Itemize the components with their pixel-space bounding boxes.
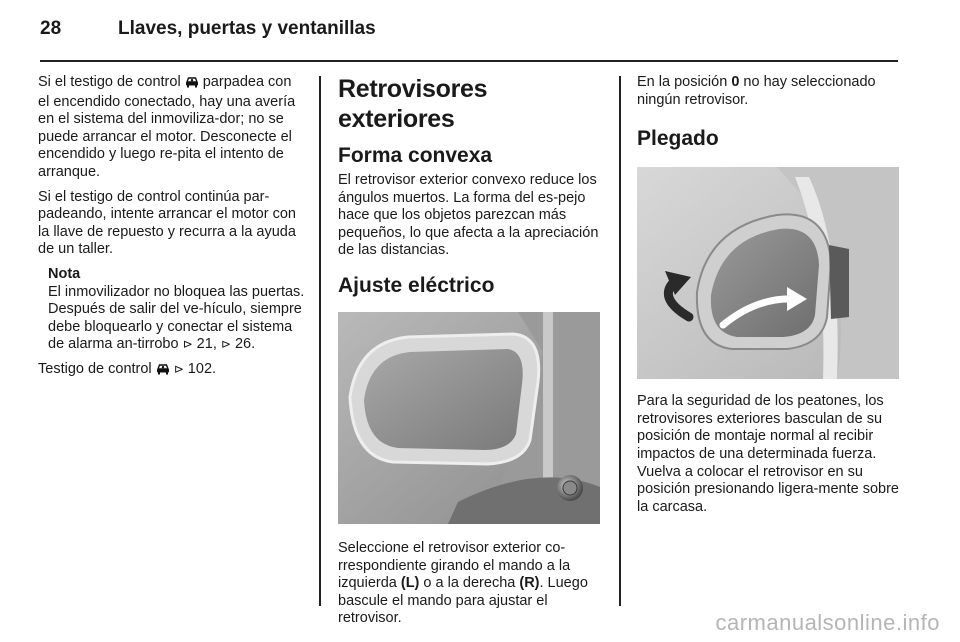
immobilizer-car-key-icon bbox=[185, 75, 199, 94]
running-title: Llaves, puertas y ventanillas bbox=[118, 18, 376, 39]
column-2 bbox=[338, 74, 602, 635]
reference-arrow-icon: ⊳ bbox=[220, 337, 231, 352]
paragraph-position-zero: En la posición 0 no hay seleccionado ningún retrovisor. bbox=[637, 74, 876, 108]
page-reference-link[interactable]: 21, bbox=[192, 336, 221, 353]
column-divider-1 bbox=[319, 76, 321, 606]
note-box: Nota El inmovilizador no bloquea las puertas. Después de salir del ve-hículo, siempre debe bloquearlo y conectar el sistema de alarma an-tirrobo ⊳ 21, ⊳ 26. bbox=[48, 265, 305, 353]
immobilizer-car-key-icon bbox=[156, 362, 170, 381]
note-title: Nota bbox=[48, 265, 81, 282]
paragraph-warning-light: Si el testigo de control parpadea con el encendido conectado, hay una avería en el sistema del inmoviliza-dor; no se puede arrancar el motor. Desconecte el encendido y luego re-pita el intento de arranque. bbox=[38, 74, 296, 180]
page-header bbox=[40, 18, 898, 46]
header-rule bbox=[40, 60, 898, 62]
section-heading-exterior-mirrors: Retrovisores exteriores bbox=[338, 75, 488, 133]
column-1 bbox=[38, 74, 306, 388]
paragraph-folding: Para la seguridad de los peatones, los retrovisores exteriores basculan de su posición de montaje normal al recibir impactos de una determinada fuerza. Vuelva a colocar el retrovisor en su posición presionando ligera-mente sobre la carcasa. bbox=[637, 393, 899, 515]
page-number: 28 bbox=[40, 18, 62, 39]
reference-arrow-icon: ⊳ bbox=[182, 337, 193, 352]
page-reference-link[interactable]: 26. bbox=[230, 336, 256, 353]
column-3 bbox=[637, 74, 903, 523]
paragraph-convex: El retrovisor exterior convexo reduce los ángulos muertos. La forma del es-pejo hace que los objetos parezcan más pequeños, lo que afecta a la apreciación de las distancias. bbox=[338, 172, 599, 259]
mirror-folding-photo bbox=[637, 167, 899, 379]
mirror-adjust-photo bbox=[338, 312, 600, 524]
column-divider-2 bbox=[619, 76, 621, 606]
paragraph-adjust-instructions: Seleccione el retrovisor exterior co-rrespondiente girando el mando a la izquierda (L) o a la derecha (R). Luego bascule el mando para ajustar el retrovisor. bbox=[338, 539, 588, 627]
subheading-convex: Forma convexa bbox=[338, 144, 493, 167]
paragraph-control-light-ref: Testigo de control ⊳ 102. bbox=[38, 361, 306, 381]
subheading-electric-adjust: Ajuste eléctrico bbox=[338, 273, 495, 297]
watermark: carmanualsonline.info bbox=[715, 610, 940, 635]
subheading-folding: Plegado bbox=[637, 127, 719, 151]
paragraph-spare-key: Si el testigo de control continúa par-padeando, intente arrancar el motor con la llave de repuesto y recurra a la ayuda de un taller. bbox=[38, 188, 296, 258]
page-reference-link[interactable]: 102. bbox=[183, 360, 217, 377]
reference-arrow-icon: ⊳ bbox=[173, 361, 184, 376]
